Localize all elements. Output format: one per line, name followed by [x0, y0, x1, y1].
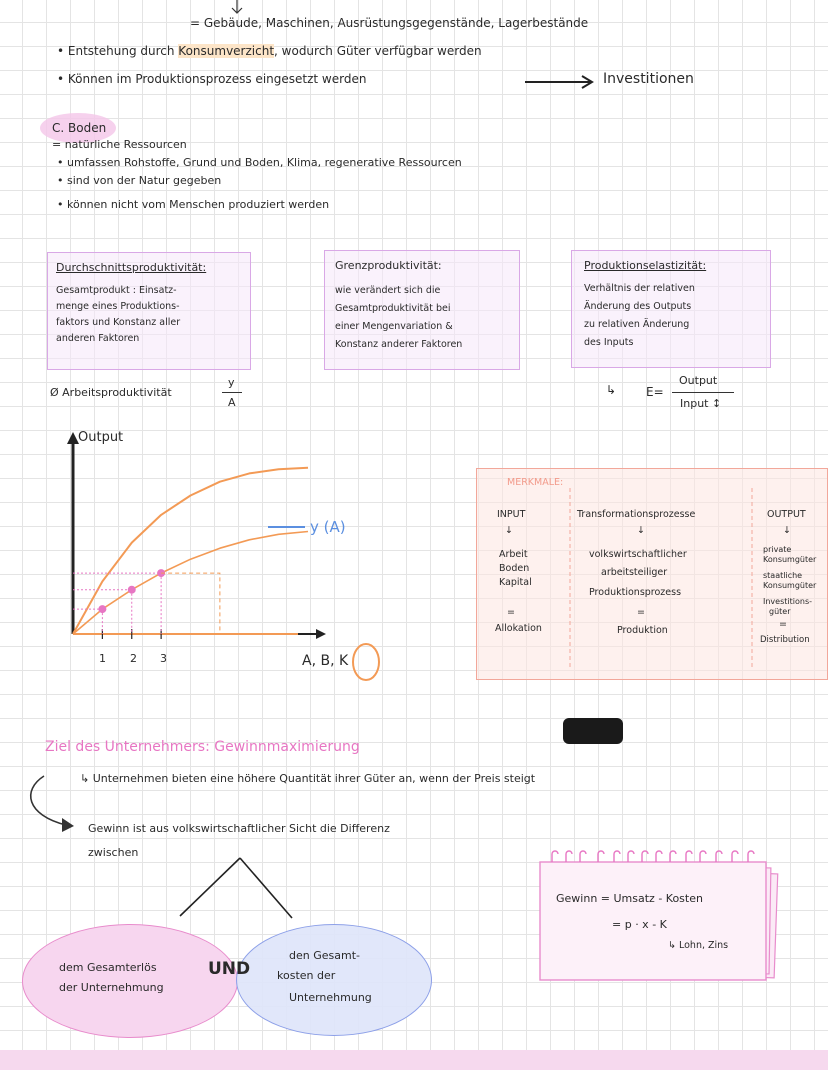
- transformation-result: Produktion: [617, 625, 668, 636]
- elastizitaet-line: Änderung des Outputs: [584, 301, 692, 312]
- gewinn-line-2: zwischen: [88, 846, 139, 859]
- output-item: Investitions-: [763, 597, 812, 606]
- gesamterloes-line-1: dem Gesamterlös: [59, 961, 157, 974]
- gesamterloes-line-2: der Unternehmung: [59, 981, 164, 994]
- notepad-line-3: ↳ Lohn, Zins: [668, 940, 729, 951]
- elastizitaet-line: des Inputs: [584, 337, 634, 348]
- elast-denominator: Input ↕: [680, 397, 722, 410]
- output-result: Distribution: [760, 635, 810, 645]
- durchschnitt-line: faktors und Konstanz aller: [56, 317, 181, 328]
- x-tick-2: 2: [130, 652, 137, 665]
- chart-xlabel: A, B, K: [302, 653, 349, 669]
- durchschnitt-line: Gesamtprodukt : Einsatz-: [56, 285, 177, 296]
- output-head: OUTPUT: [767, 509, 806, 520]
- elast-numerator: Output: [679, 374, 718, 387]
- ziel-subline: ↳ Unternehmen bieten eine höhere Quantität ihrer Güter an, wenn der Preis steigt: [80, 772, 536, 785]
- grenz-line: Gesamtproduktivität bei: [335, 303, 451, 314]
- output-item: staatliche: [763, 571, 803, 580]
- transformation-item: volkswirtschaftlicher: [589, 549, 687, 560]
- avg-denominator: A: [228, 396, 236, 409]
- avg-numerator: y: [228, 376, 235, 389]
- input-arrow: ↓: [505, 525, 513, 536]
- notepad-line-1: Gewinn = Umsatz - Kosten: [556, 892, 703, 905]
- gewinn-line-1: Gewinn ist aus volkswirtschaftlicher Sicht die Differenz: [88, 822, 390, 835]
- input-eq: =: [507, 607, 515, 618]
- kapital-definition: = Gebäude, Maschinen, Ausrüstungsgegenstände, Lagerbestände: [190, 16, 589, 30]
- und-label: UND: [208, 959, 251, 979]
- transformation-arrow: ↓: [637, 525, 645, 536]
- input-result: Allokation: [495, 623, 542, 634]
- grenz-line: wie verändert sich die: [335, 285, 441, 296]
- output-item: Konsumgüter: [763, 581, 817, 590]
- input-item: Arbeit: [499, 549, 528, 560]
- boden-bullet-1: • umfassen Rohstoffe, Grund und Boden, Klima, regenerative Ressourcen: [57, 156, 462, 169]
- bullet-produktionsprozess: • Können im Produktionsprozess eingesetzt werden: [57, 72, 367, 86]
- grenz-title: Grenzproduktivität:: [335, 259, 442, 272]
- grenz-line: einer Mengenvariation &: [335, 321, 453, 332]
- boden-bullet-2: • sind von der Natur gegeben: [57, 174, 222, 187]
- transformation-item: arbeitsteiliger: [601, 567, 668, 578]
- output-item: Konsumgüter: [763, 555, 817, 564]
- investitionen-label: Investitionen: [603, 71, 694, 87]
- notepad-line-2: = p · x - K: [612, 918, 667, 931]
- boden-title: C. Boden: [52, 121, 107, 135]
- durchschnitt-title: Durchschnittsproduktivität:: [56, 261, 207, 274]
- chart-series-label: y (A): [310, 518, 346, 536]
- input-head: INPUT: [497, 509, 526, 520]
- grenz-line: Konstanz anderer Faktoren: [335, 339, 463, 350]
- elast-lhs: E=: [646, 385, 664, 399]
- elast-arrow: ↳: [606, 383, 617, 397]
- input-item: Kapital: [499, 577, 532, 588]
- gesamtkosten-line-2: kosten der: [277, 969, 336, 982]
- arbeitsproduktivitaet-label: Ø Arbeitsproduktivität: [50, 386, 172, 399]
- merkmale-title: MERKMALE:: [507, 477, 564, 488]
- transformation-item: Produktionsprozess: [589, 587, 682, 598]
- transformation-head: Transformationsprozesse: [577, 509, 696, 520]
- chart-ylabel: Output: [78, 430, 124, 445]
- output-arrow: ↓: [783, 525, 791, 536]
- output-eq: =: [779, 619, 787, 630]
- x-tick-1: 1: [99, 652, 106, 665]
- elastizitaet-title: Produktionselastizität:: [584, 259, 707, 272]
- transformation-eq: =: [637, 607, 645, 618]
- input-item: Boden: [499, 563, 530, 574]
- x-tick-3: 3: [160, 652, 167, 665]
- durchschnitt-line: menge eines Produktions-: [56, 301, 180, 312]
- konsumverzicht-highlight: Konsumverzicht: [178, 44, 275, 58]
- boden-bullet-3: • können nicht vom Menschen produziert werden: [57, 198, 330, 211]
- bullet-entstehung: • Entstehung durch Konsumverzicht, wodurch Güter verfügbar werden: [57, 44, 482, 58]
- gesamtkosten-line-3: Unternehmung: [289, 991, 372, 1004]
- output-item: private: [763, 545, 792, 554]
- bottom-strip: [0, 1050, 828, 1070]
- durchschnitt-line: anderen Faktoren: [56, 333, 140, 344]
- ziel-title: Ziel des Unternehmers: Gewinnmaximierung: [45, 739, 360, 755]
- gesamtkosten-line-1: den Gesamt-: [289, 949, 360, 962]
- boden-definition: = natürliche Ressourcen: [52, 138, 187, 151]
- output-item: güter: [769, 607, 791, 616]
- elastizitaet-line: Verhältnis der relativen: [584, 283, 695, 294]
- elastizitaet-line: zu relativen Änderung: [584, 319, 690, 330]
